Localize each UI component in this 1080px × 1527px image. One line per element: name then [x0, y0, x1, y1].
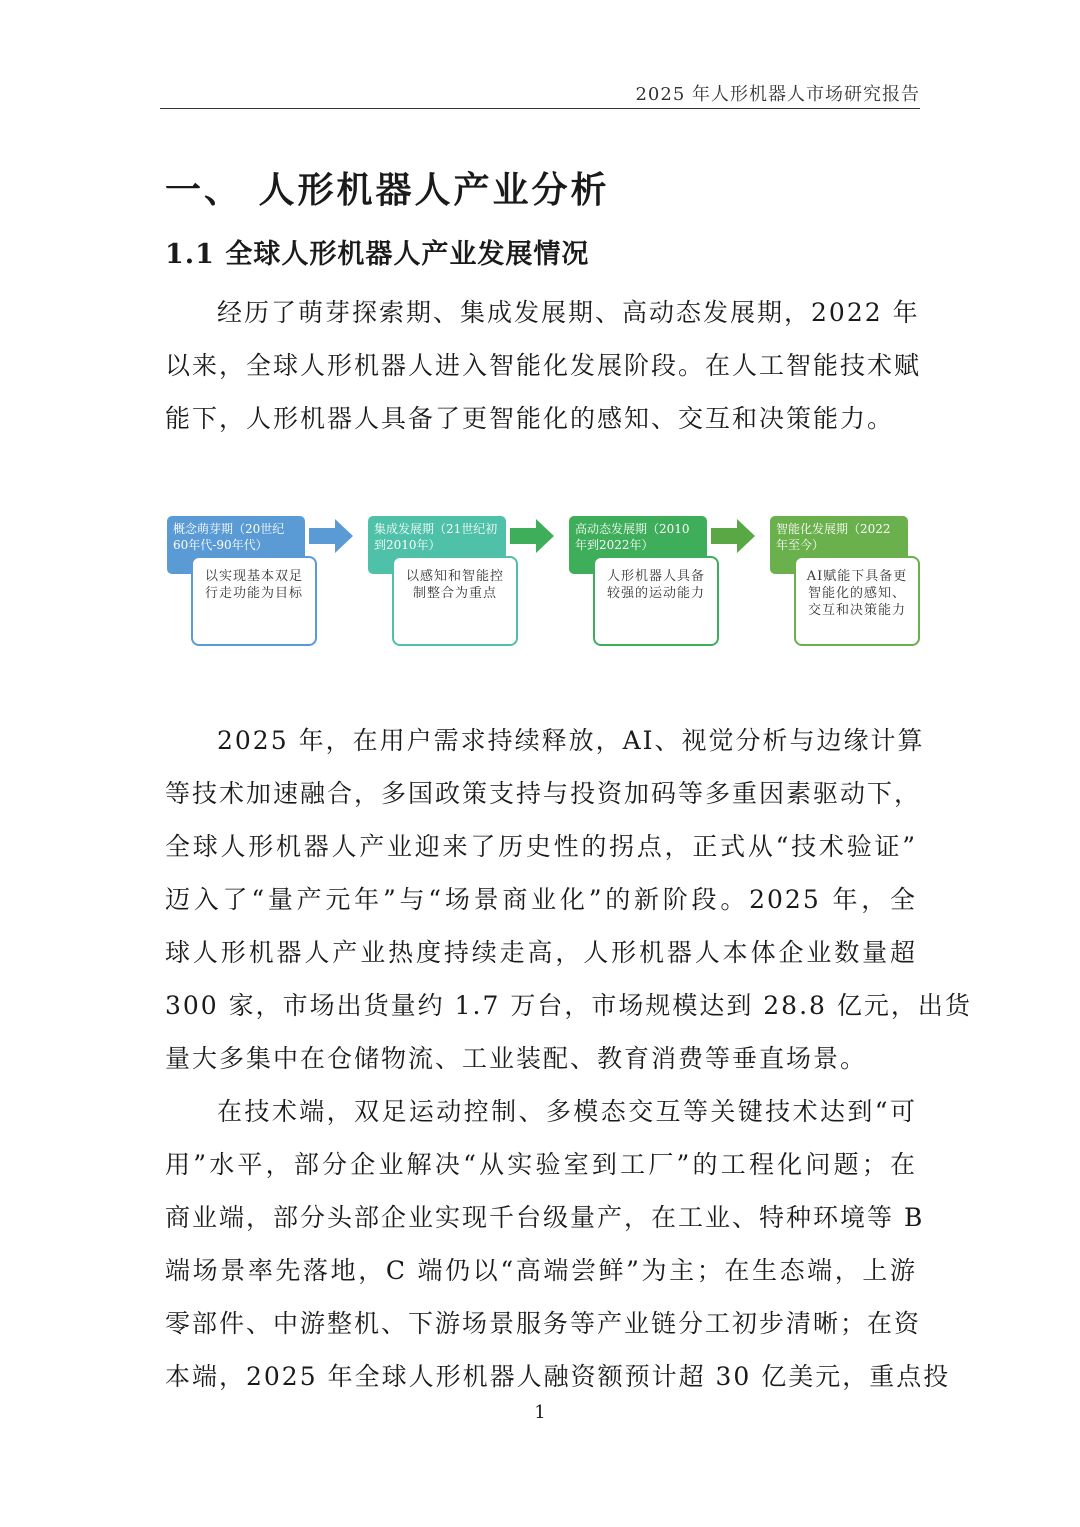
stage-period-label: 高动态发展期（2010年到2022年）	[569, 516, 707, 574]
paragraph-line: 商业端，部分头部企业实现千台级量产，在工业、特种环境等 B	[165, 1203, 925, 1232]
paragraph-line: 全球人形机器人产业迎来了历史性的拐点，正式从“技术验证”	[165, 832, 917, 861]
arrow-right-icon	[510, 519, 554, 553]
paragraph-line: 经历了萌芽探索期、集成发展期、高动态发展期，2022 年	[217, 298, 920, 327]
paragraph-line: 等技术加速融合，多国政策支持与投资加码等多重因素驱动下，	[165, 779, 922, 808]
paragraph-line: 以来，全球人形机器人进入智能化发展阶段。在人工智能技术赋	[165, 351, 922, 380]
subsection-title: 1.1 全球人形机器人产业发展情况	[165, 239, 590, 270]
paragraph-line: 本端，2025 年全球人形机器人融资额预计超 30 亿美元，重点投	[165, 1362, 951, 1391]
paragraph-3	[165, 1085, 951, 1403]
arrow-right-icon	[711, 519, 755, 553]
page-number: 1	[534, 1402, 546, 1423]
paragraph-line: 用”水平，部分企业解决“从实验室到工厂”的工程化问题；在	[165, 1150, 917, 1179]
header-title: 2025 年人形机器人市场研究报告	[635, 84, 920, 105]
timeline-stage	[770, 516, 930, 651]
stage-period-label: 集成发展期（21世纪初到2010年）	[368, 516, 506, 574]
stage-period-label: 智能化发展期（2022年至今）	[770, 516, 908, 574]
paragraph-2	[165, 714, 972, 1085]
section-title: 一、 人形机器人产业分析	[165, 169, 610, 211]
paragraph-line: 球人形机器人产业热度持续走高，人形机器人本体企业数量超	[165, 938, 917, 967]
stage-description: 以实现基本双足行走功能为目标	[191, 556, 317, 646]
paragraph-line: 零部件、中游整机、下游场景服务等产业链分工初步清晰；在资	[165, 1309, 922, 1338]
stage-description: 人形机器人具备较强的运动能力	[593, 556, 719, 646]
paragraph-line: 2025 年，在用户需求持续释放，AI、视觉分析与边缘计算	[217, 726, 925, 755]
timeline-stage	[167, 516, 327, 651]
paragraph-line: 量大多集中在仓储物流、工业装配、教育消费等垂直场景。	[165, 1044, 868, 1073]
timeline-stage	[368, 516, 528, 651]
paragraph-line: 迈入了“量产元年”与“场景商业化”的新阶段。2025 年，全	[165, 885, 917, 914]
running-header	[160, 80, 920, 109]
paragraph-line: 300 家，市场出货量约 1.7 万台，市场规模达到 28.8 亿元，出货	[165, 991, 972, 1020]
stage-description: 以感知和智能控制整合为重点	[392, 556, 518, 646]
arrow-right-icon	[309, 519, 353, 553]
paragraph-line: 能下，人形机器人具备了更智能化的感知、交互和决策能力。	[165, 404, 895, 433]
stage-period-label: 概念萌芽期（20世纪60年代-90年代）	[167, 516, 305, 574]
paragraph-line: 在技术端，双足运动控制、多模态交互等关键技术达到“可	[217, 1097, 917, 1126]
stage-description: AI赋能下具备更智能化的感知、交互和决策能力	[794, 556, 920, 646]
timeline-stage	[569, 516, 729, 651]
paragraph-1	[165, 286, 922, 445]
paragraph-line: 端场景率先落地，C 端仍以“高端尝鲜”为主；在生态端，上游	[165, 1256, 917, 1285]
